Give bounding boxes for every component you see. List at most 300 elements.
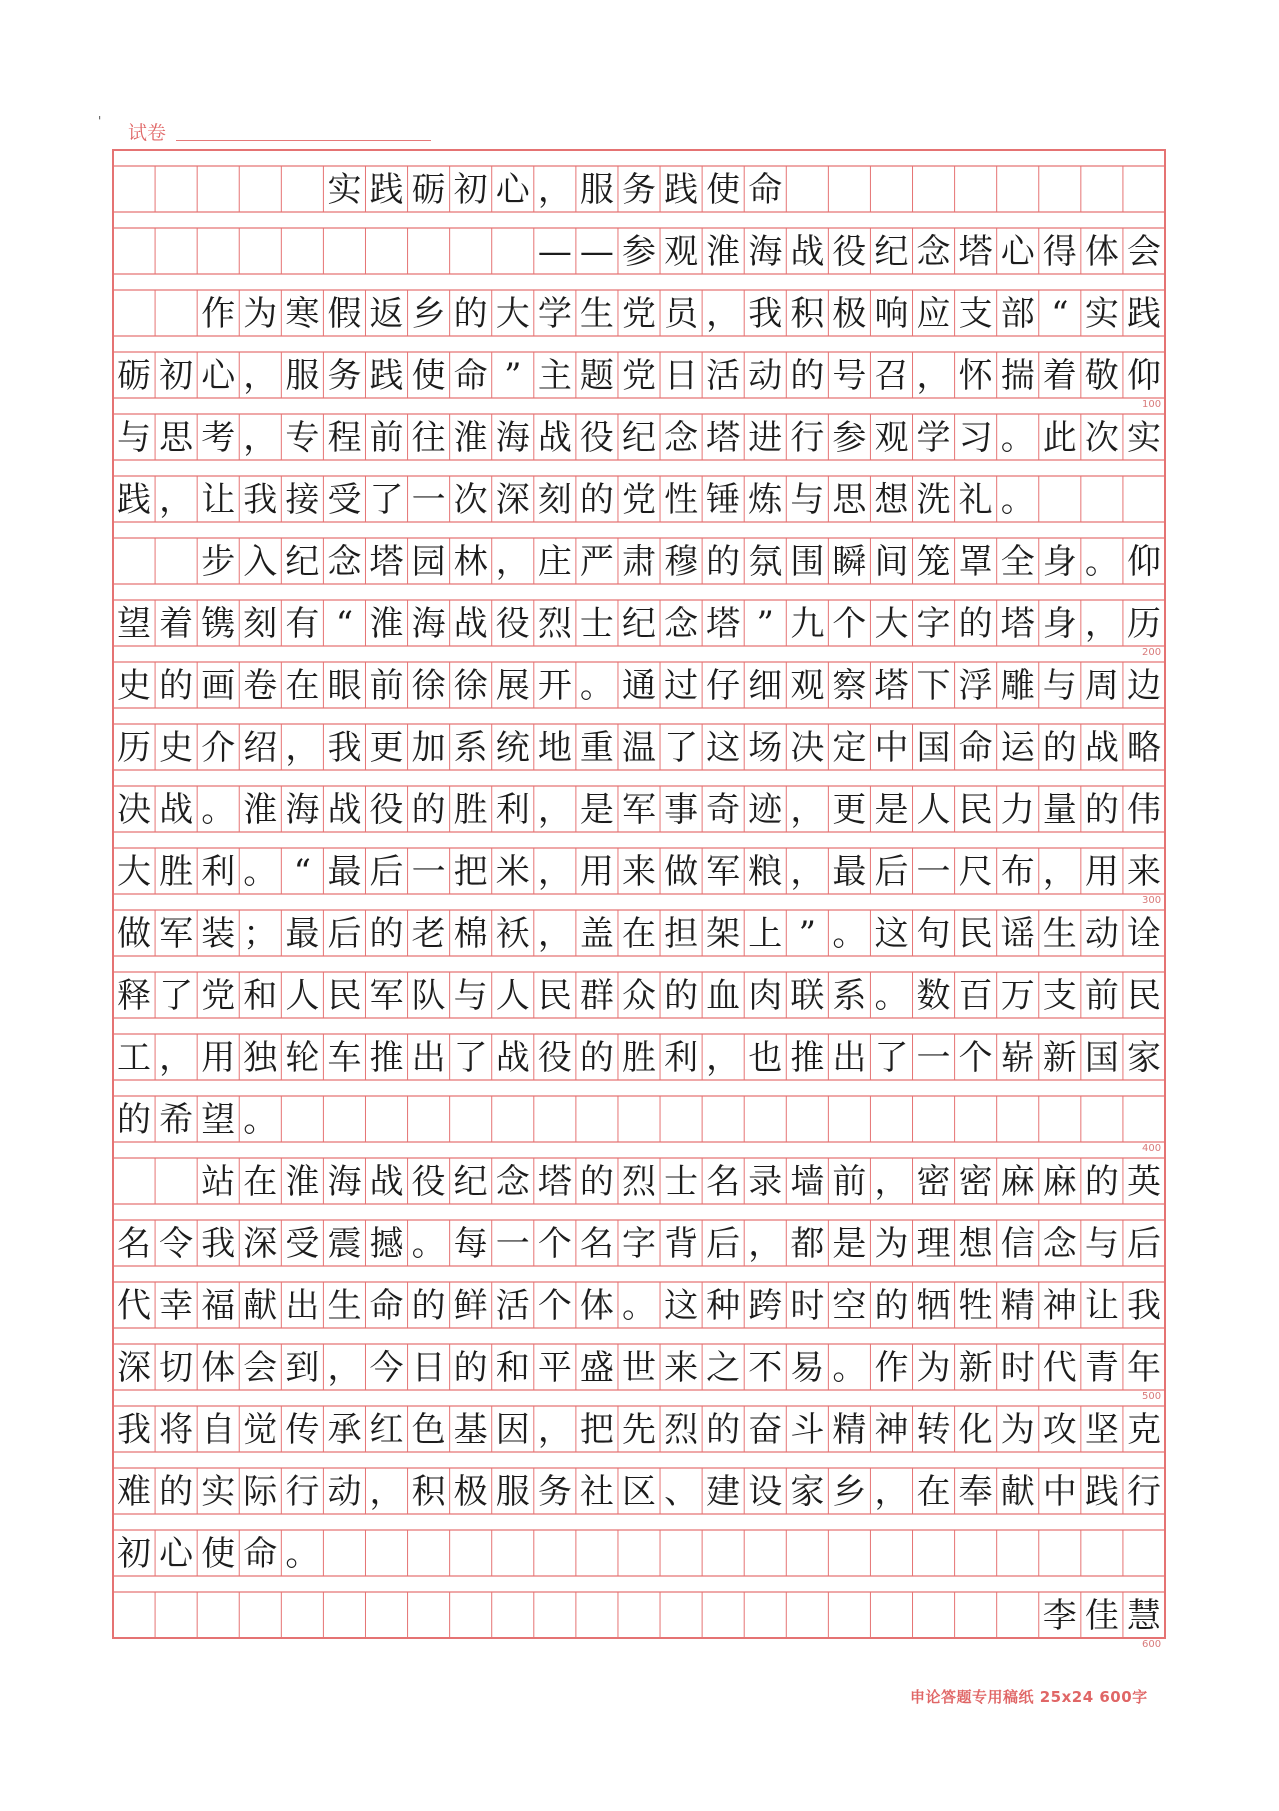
essay-char: 我 [117, 1410, 152, 1450]
essay-char: 念 [916, 232, 951, 272]
essay-char: 军 [706, 852, 741, 892]
essay-char: 践 [664, 170, 699, 210]
essay-char: 砺 [117, 356, 152, 396]
essay-char: 服 [579, 170, 614, 210]
essay-char: 瞬 [832, 542, 867, 582]
essay-char: 眼 [327, 666, 362, 706]
essay-char: 的 [579, 1162, 614, 1202]
essay-char: 烈 [622, 1162, 656, 1202]
essay-char: ， [243, 356, 278, 396]
essay-char: 接 [285, 480, 320, 520]
essay-char: 军 [159, 914, 194, 954]
essay-char: 国 [1084, 1038, 1119, 1078]
essay-char: 这 [874, 914, 909, 954]
essay-char: 神 [1042, 1286, 1077, 1326]
essay-char: “ [1051, 294, 1069, 334]
essay-char: 自 [201, 1410, 236, 1450]
essay-char: 行 [285, 1472, 320, 1512]
essay-char: 。 [1000, 480, 1035, 520]
essay-char: 塔 [706, 418, 741, 458]
essay-char: 让 [201, 480, 236, 520]
essay-char: 战 [369, 1162, 404, 1202]
essay-char: 的 [1084, 790, 1119, 830]
essay-char: 因 [495, 1410, 530, 1450]
essay-char: 念 [664, 604, 699, 644]
essay-char: 牲 [958, 1286, 993, 1326]
essay-char: 民 [1126, 976, 1161, 1016]
essay-char: 建 [706, 1472, 741, 1512]
essay-char: 推 [369, 1038, 404, 1078]
essay-char: 践 [1084, 1472, 1119, 1512]
essay-char: 使 [201, 1534, 236, 1574]
essay-char: 命 [453, 356, 488, 396]
essay-char: 战 [790, 232, 825, 272]
essay-char: ， [327, 1348, 362, 1388]
essay-char: 大 [117, 852, 152, 892]
essay-char: 了 [369, 480, 404, 520]
essay-char: 支 [1042, 976, 1077, 1016]
essay-char: 一 [916, 1038, 951, 1078]
essay-char: 塔 [1000, 604, 1035, 644]
essay-char: 锤 [706, 480, 741, 520]
essay-char: 的 [664, 976, 699, 1016]
essay-char: 氛 [748, 542, 783, 582]
essay-char: ， [243, 418, 278, 458]
essay-char: 和 [243, 976, 278, 1016]
essay-char: 后 [369, 852, 404, 892]
essay-char: 。 [243, 1100, 278, 1140]
essay-char: 敬 [1084, 356, 1119, 396]
row-count-marker: 300 [1142, 895, 1162, 906]
essay-char: 定 [832, 728, 867, 768]
signature-char: 李 [1042, 1596, 1077, 1636]
essay-char: 身 [1042, 604, 1077, 644]
essay-char: 时 [1000, 1348, 1035, 1388]
essay-char: 了 [664, 728, 699, 768]
essay-char: 前 [369, 666, 404, 706]
essay-char: 麻 [1042, 1162, 1077, 1202]
essay-char: 画 [201, 666, 236, 706]
essay-char: 把 [579, 1410, 614, 1450]
signature-char: 慧 [1126, 1596, 1161, 1636]
essay-char: 与 [1042, 666, 1077, 706]
essay-char: 希 [159, 1100, 194, 1140]
essay-char: 迹 [748, 790, 783, 830]
essay-char: 背 [664, 1224, 699, 1264]
essay-char: 念 [1042, 1224, 1077, 1264]
essay-char: 了 [874, 1038, 909, 1078]
essay-char: 字 [916, 604, 951, 644]
essay-char: 役 [495, 604, 530, 644]
essay-char: 的 [579, 1038, 614, 1078]
essay-char: 了 [453, 1038, 488, 1078]
essay-char: 系 [453, 728, 488, 768]
essay-char: 年 [1126, 1348, 1161, 1388]
essay-char: 录 [748, 1162, 783, 1202]
essay-char: 党 [201, 976, 236, 1016]
essay-char: 塔 [537, 1162, 572, 1202]
essay-char: 极 [832, 294, 867, 334]
essay-char: 践 [117, 480, 152, 520]
essay-char: 胜 [453, 790, 488, 830]
row-count-marker: 200 [1142, 647, 1162, 658]
essay-char: 数 [916, 976, 951, 1016]
essay-char: 支 [958, 294, 993, 334]
essay-char: 转 [916, 1410, 951, 1450]
essay-char: 传 [285, 1410, 320, 1450]
essay-char: 我 [243, 480, 278, 520]
essay-char: 砺 [411, 170, 446, 210]
essay-char: 此 [1042, 418, 1077, 458]
essay-char: 动 [1084, 914, 1119, 954]
essay-char: 一 [916, 852, 951, 892]
essay-char: 民 [958, 790, 993, 830]
essay-char: 实 [327, 170, 362, 210]
essay-char: 肉 [748, 976, 783, 1016]
essay-char: 崭 [1000, 1038, 1035, 1078]
essay-char: 个 [537, 1224, 572, 1264]
essay-char: 觉 [243, 1410, 278, 1450]
essay-char: 的 [579, 480, 614, 520]
essay-char: 后 [874, 852, 909, 892]
essay-char: 中 [874, 728, 909, 768]
essay-char: 雕 [1000, 666, 1035, 706]
essay-char: 棉 [453, 914, 488, 954]
essay-char: 用 [1084, 852, 1119, 892]
essay-char: 烈 [537, 604, 572, 644]
essay-char: 到 [285, 1348, 320, 1388]
essay-char: 麻 [1000, 1162, 1035, 1202]
essay-char: 服 [285, 356, 320, 396]
essay-char: 奋 [748, 1410, 783, 1450]
essay-char: 党 [622, 294, 656, 334]
essay-char: 卷 [243, 666, 278, 706]
essay-char: 之 [706, 1348, 741, 1388]
essay-char: 号 [832, 356, 867, 396]
essay-char: 精 [1000, 1286, 1035, 1326]
essay-char: ” [756, 604, 774, 644]
essay-char: 主 [537, 356, 572, 396]
essay-char: 诠 [1126, 914, 1161, 954]
essay-char: 群 [579, 976, 614, 1016]
essay-char: 做 [664, 852, 699, 892]
essay-char: 释 [117, 976, 152, 1016]
essay-char: 徐 [453, 666, 488, 706]
essay-char: 用 [579, 852, 614, 892]
essay-char: 战 [1084, 728, 1119, 768]
essay-char: 受 [285, 1224, 320, 1264]
essay-char: 历 [117, 728, 152, 768]
essay-char: 海 [748, 232, 783, 272]
essay-char: ， [790, 790, 825, 830]
essay-char: 召 [874, 356, 909, 396]
essay-char: ， [537, 914, 572, 954]
essay-char: 来 [664, 1348, 699, 1388]
essay-char: “ [293, 852, 312, 892]
essay-char: ， [537, 790, 572, 830]
essay-char: 更 [369, 728, 404, 768]
essay-char: 最 [285, 914, 320, 954]
essay-char: 代 [1042, 1348, 1077, 1388]
essay-char: “ [335, 604, 354, 644]
essay-char: 动 [327, 1472, 362, 1512]
essay-char: 参 [622, 232, 656, 272]
essay-char: 肃 [622, 542, 656, 582]
essay-char: 的 [958, 604, 993, 644]
essay-char: 的 [411, 790, 446, 830]
essay-char: 新 [1042, 1038, 1077, 1078]
essay-char: 积 [790, 294, 825, 334]
essay-char: ； [243, 914, 278, 954]
essay-char: 仰 [1126, 542, 1161, 582]
essay-char: 的 [874, 1286, 909, 1326]
essay-char: 观 [874, 418, 909, 458]
essay-char: 重 [579, 728, 614, 768]
essay-char: 心 [201, 356, 236, 396]
essay-char: 震 [327, 1224, 362, 1264]
essay-char: 坚 [1084, 1410, 1119, 1450]
essay-char: 名 [117, 1224, 152, 1264]
essay-char: 。 [1084, 542, 1119, 582]
essay-char: 在 [243, 1162, 278, 1202]
essay-char: 奉 [958, 1472, 993, 1512]
essay-char: 色 [411, 1410, 446, 1450]
essay-char: 把 [453, 852, 488, 892]
essay-char: 的 [159, 1472, 194, 1512]
essay-char: 围 [790, 542, 825, 582]
essay-char: 在 [916, 1472, 951, 1512]
essay-char: 的 [411, 1286, 446, 1326]
essay-char: 和 [495, 1348, 530, 1388]
essay-char: 得 [1042, 232, 1077, 272]
essay-char: 士 [579, 604, 614, 644]
essay-char: 密 [916, 1162, 951, 1202]
essay-char: 家 [1126, 1038, 1161, 1078]
essay-char: 后 [1126, 1224, 1161, 1264]
essay-char: 决 [117, 790, 152, 830]
essay-char: 周 [1084, 666, 1119, 706]
essay-char: 切 [159, 1348, 194, 1388]
essay-char: ， [537, 1410, 572, 1450]
essay-char: 专 [285, 418, 320, 458]
essay-char: 参 [832, 418, 867, 458]
essay-char: 日 [664, 356, 699, 396]
essay-char: 仔 [706, 666, 741, 706]
essay-char: 性 [664, 480, 699, 520]
essay-char: 用 [201, 1038, 236, 1078]
essay-char: 纪 [622, 604, 656, 644]
essay-char: 统 [495, 728, 530, 768]
essay-char: 罩 [958, 542, 993, 582]
essay-char: 联 [790, 976, 825, 1016]
essay-char: 应 [916, 294, 951, 334]
essay-char: 史 [159, 728, 194, 768]
essay-char: 个 [832, 604, 867, 644]
essay-char: 代 [117, 1286, 152, 1326]
essay-char: 种 [706, 1286, 741, 1326]
essay-char: 福 [201, 1286, 236, 1326]
essay-char: 乡 [411, 294, 446, 334]
essay-char: 胜 [622, 1038, 656, 1078]
essay-char: 役 [369, 790, 404, 830]
essay-char: 着 [1042, 356, 1077, 396]
essay-char: 想 [958, 1224, 993, 1264]
essay-char: 怀 [958, 356, 993, 396]
essay-char: 的 [369, 914, 404, 954]
essay-char: 区 [622, 1472, 656, 1512]
essay-char: 念 [664, 418, 699, 458]
essay-char: 塔 [958, 232, 993, 272]
essay-char: 淮 [243, 790, 278, 830]
essay-char: 中 [1042, 1472, 1077, 1512]
essay-char: 奇 [706, 790, 741, 830]
essay-char: 绍 [243, 728, 278, 768]
essay-char: 前 [369, 418, 404, 458]
essay-char: 生 [579, 294, 614, 334]
essay-char: 。 [1000, 418, 1035, 458]
essay-char: 一 [411, 852, 446, 892]
essay-char: 百 [958, 976, 993, 1016]
essay-char: 使 [411, 356, 446, 396]
essay-char: ， [706, 1038, 741, 1078]
essay-char: 基 [453, 1410, 488, 1450]
essay-char: 念 [495, 1162, 530, 1202]
essay-char: 题 [579, 356, 614, 396]
essay-char: 返 [369, 294, 404, 334]
essay-char: 架 [706, 914, 741, 954]
essay-char: 推 [790, 1038, 825, 1078]
essay-char: 难 [117, 1472, 152, 1512]
essay-char: 生 [327, 1286, 362, 1326]
essay-char: 往 [411, 418, 446, 458]
essay-char: 。 [622, 1286, 656, 1326]
essay-char: 将 [159, 1410, 194, 1450]
essay-char: 淮 [706, 232, 741, 272]
essay-char: 都 [790, 1224, 825, 1264]
essay-char: 略 [1126, 728, 1161, 768]
essay-char: 。 [579, 666, 614, 706]
essay-char: 。 [411, 1224, 446, 1264]
essay-char: 塔 [874, 666, 909, 706]
essay-char: 党 [622, 480, 656, 520]
essay-char: 边 [1126, 666, 1161, 706]
essay-char: 过 [664, 666, 699, 706]
essay-char: 这 [664, 1286, 699, 1326]
essay-char: 炼 [748, 480, 783, 520]
essay-char: 习 [958, 418, 993, 458]
essay-char: 积 [411, 1472, 446, 1512]
essay-char: 有 [285, 604, 320, 644]
essay-char: 易 [790, 1348, 825, 1388]
essay-char: 幸 [159, 1286, 194, 1326]
essay-char: 着 [159, 604, 194, 644]
essay-char: 命 [369, 1286, 404, 1326]
essay-char: 军 [369, 976, 404, 1016]
essay-char: 践 [1126, 294, 1161, 334]
essay-char: 开 [537, 666, 572, 706]
essay-char: 社 [579, 1472, 614, 1512]
essay-char: 。 [243, 852, 278, 892]
essay-char: ， [706, 294, 741, 334]
essay-char: 民 [537, 976, 572, 1016]
essay-char: 来 [1126, 852, 1161, 892]
essay-char: 受 [327, 480, 362, 520]
essay-char: 服 [495, 1472, 530, 1512]
essay-char: 命 [243, 1534, 278, 1574]
essay-char: 观 [790, 666, 825, 706]
essay-char: 为 [916, 1348, 951, 1388]
essay-char: 日 [411, 1348, 446, 1388]
essay-char: 民 [958, 914, 993, 954]
essay-char: 人 [495, 976, 530, 1016]
essay-char: 轮 [285, 1038, 320, 1078]
essay-char: ， [159, 480, 194, 520]
essay-char: 盛 [579, 1348, 614, 1388]
essay-char: ， [537, 170, 572, 210]
essay-char: ” [504, 356, 522, 396]
essay-char: 务 [327, 356, 362, 396]
essay-char: 跨 [748, 1286, 783, 1326]
essay-char: 战 [453, 604, 488, 644]
essay-char: 设 [748, 1472, 783, 1512]
essay-char: 海 [285, 790, 320, 830]
essay-char: 在 [622, 914, 656, 954]
essay-char: 与 [1084, 1224, 1119, 1264]
essay-char: 。 [874, 976, 909, 1016]
essay-char: 海 [495, 418, 530, 458]
essay-char: 使 [706, 170, 741, 210]
essay-char: 穆 [664, 542, 699, 582]
essay-char: — [537, 232, 572, 272]
essay-char: 与 [453, 976, 488, 1016]
essay-char: 淮 [285, 1162, 320, 1202]
essay-char: 力 [1000, 790, 1035, 830]
essay-char: 庄 [537, 542, 572, 582]
essay-char: 刻 [243, 604, 278, 644]
essay-char: 也 [748, 1038, 783, 1078]
essay-char: 林 [453, 542, 488, 582]
essay-char: 与 [790, 480, 825, 520]
essay-char: 务 [622, 170, 656, 210]
essay-char: 际 [243, 1472, 278, 1512]
essay-char: 揣 [1000, 356, 1035, 396]
essay-char: 介 [201, 728, 236, 768]
essay-char: 不 [748, 1348, 783, 1388]
essay-char: 的 [706, 542, 741, 582]
essay-char: 为 [874, 1224, 909, 1264]
essay-char: 活 [706, 356, 741, 396]
essay-char: 后 [327, 914, 362, 954]
essay-char: 仰 [1126, 356, 1161, 396]
essay-char: 先 [622, 1410, 656, 1450]
essay-char: 乡 [832, 1472, 867, 1512]
essay-char: 员 [664, 294, 699, 334]
essay-char: 民 [327, 976, 362, 1016]
essay-char: 塔 [706, 604, 741, 644]
essay-char: 纪 [622, 418, 656, 458]
essay-char: 实 [1126, 418, 1161, 458]
essay-char: 下 [916, 666, 951, 706]
essay-char: 的 [706, 1410, 741, 1450]
essay-char: 九 [790, 604, 825, 644]
essay-char: 运 [1000, 728, 1035, 768]
essay-char: 命 [958, 728, 993, 768]
essay-char: ， [1084, 604, 1119, 644]
essay-char: 前 [1084, 976, 1119, 1016]
essay-char: 场 [748, 728, 783, 768]
essay-char: 盖 [579, 914, 614, 954]
essay-char: 战 [159, 790, 194, 830]
